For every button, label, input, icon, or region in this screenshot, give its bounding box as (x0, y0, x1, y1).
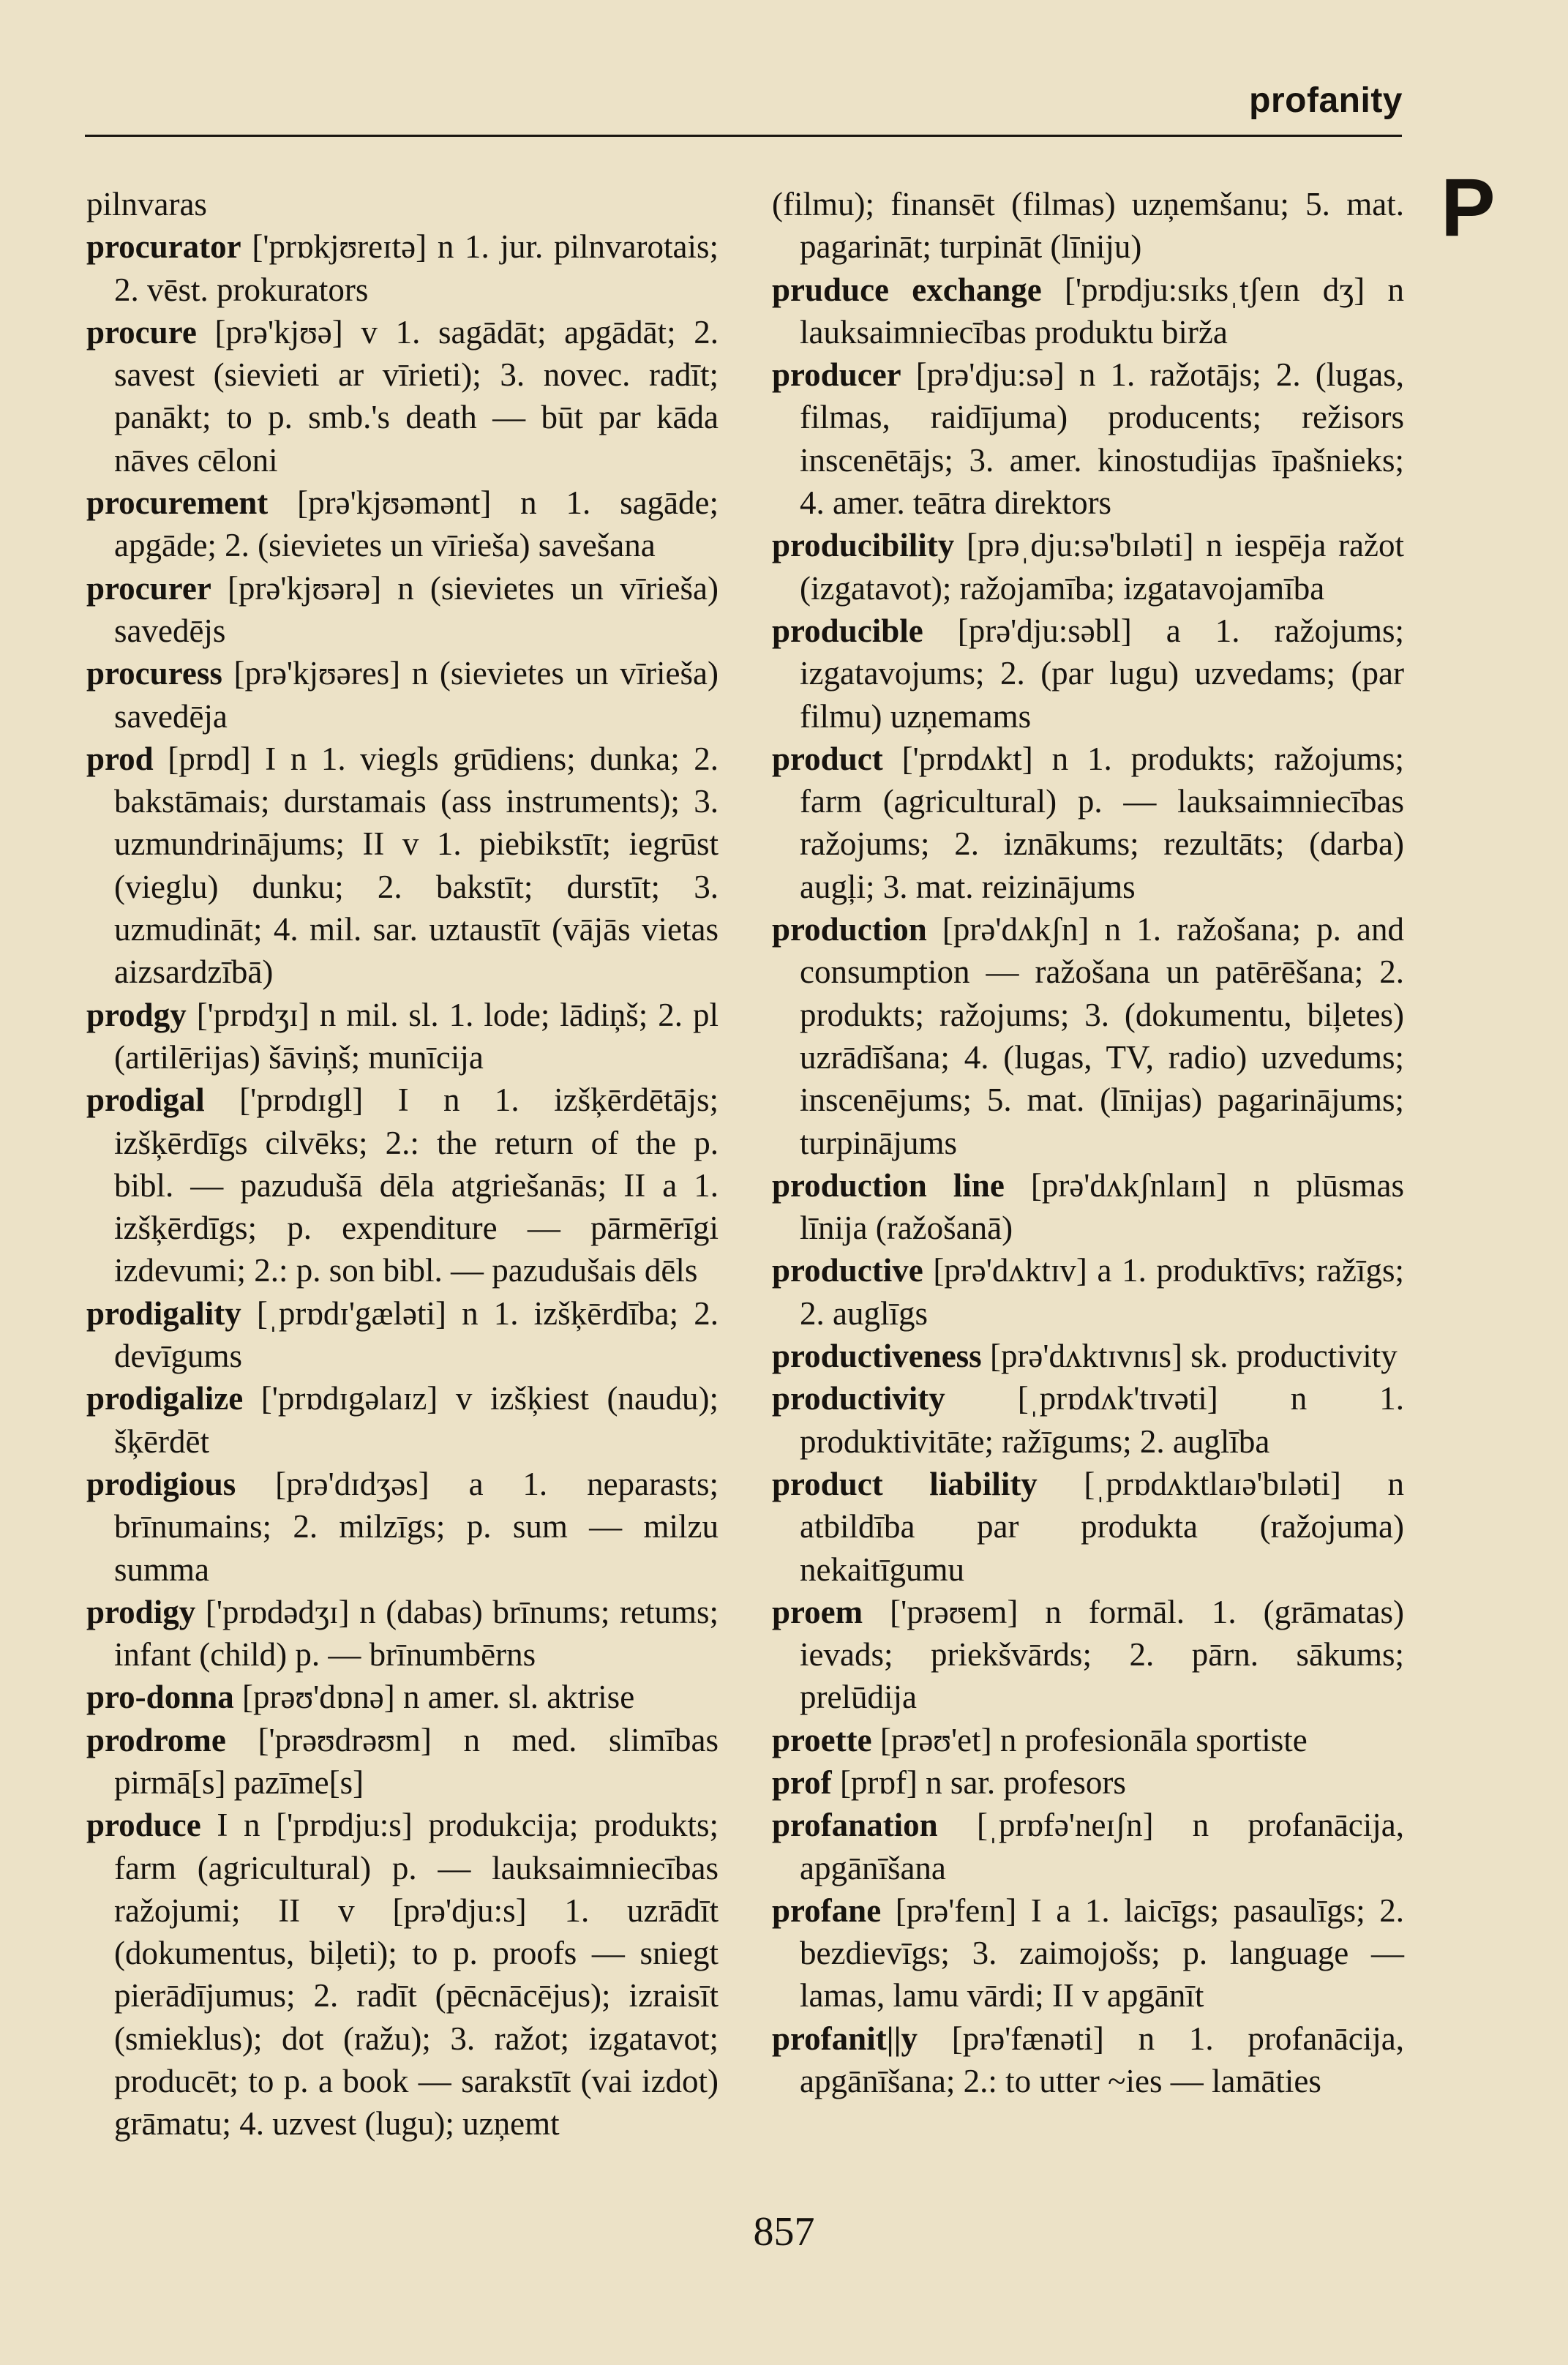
entry-headword: producibility (772, 527, 955, 564)
dictionary-entry (772, 1377, 1404, 1463)
dictionary-entry (86, 311, 719, 481)
entry-text: [prə'kjʊərə] n (sievietes un vīrieša) savedējs (114, 569, 719, 649)
entry-headword: procurer (86, 569, 211, 607)
entry-text: [prəʊ'dɒnə] n amer. sl. aktrise (242, 1679, 635, 1716)
entry-text: ['prɒdʒɪ] n mil. sl. 1. lode; lādiņš; 2. pl (artilērijas) šāviņš; munīcija (114, 996, 719, 1076)
entry-text: [prə'kjʊəmənt] n 1. sagāde; apgāde; 2. (sievietes un vīrieša) savešana (114, 484, 719, 564)
left-column (86, 183, 719, 2145)
entry-text: [prə'dʌkʃn] n 1. ražošana; p. and consumption — ražošana un patērēšana; 2. produkts; ražojums; 3. (dokumentu, biļetes) uzrādīšana; 4. (lugas, TV, radio) uzvedums; inscenējums; 5. mat. (līnijas) pagarinājums; turpinājums (800, 911, 1405, 1161)
entry-headword: pruduce exchange (772, 271, 1042, 308)
entry-headword: prodigy (86, 1593, 196, 1630)
entry-text: ['prɒdʌkt] n 1. produkts; ražojums; farm (agricultural) p. — lauksaimniecības ražojums; 2. iznākums; rezultāts; (darba) augļi; 3. mat. reizinājums (800, 740, 1404, 905)
entry-text: [prə'dɪdʒəs] a 1. neparasts; brīnumains; 2. milzīgs; p. sum — milzu summa (114, 1465, 719, 1588)
dictionary-entry (86, 481, 719, 567)
running-head: profanity (1249, 81, 1403, 120)
entry-headword: prodigalize (86, 1380, 244, 1417)
entry-text: [prɒd] I n 1. viegls grūdiens; dunka; 2. bakstāmais; durstamais (ass instruments); 3. uzmundrinājums; II v 1. piebikstīt; iegrūst (vieglu) dunku; 2. bakstīt; durstīt; 3. uzmudināt; 4. mil. sar. uztaustīt (vājās vietas aizsardzībā) (114, 740, 719, 991)
dictionary-entry (772, 908, 1404, 1164)
entry-text: pilnvaras (86, 186, 207, 222)
entry-text: [prəʊ'et] n profesionāla sportiste (879, 1721, 1308, 1758)
dictionary-entry (86, 994, 719, 1079)
entry-text: [prɒf] n sar. profesors (839, 1764, 1126, 1801)
entry-text: [prə'kjʊəres] n (sievietes un vīrieša) savedēja (114, 655, 719, 735)
entry-text: [prə'dʌktɪvnɪs] sk. productivity (989, 1338, 1398, 1375)
entry-headword: producible (772, 612, 923, 649)
entry-text: [prə'feɪn] I a 1. laicīgs; pasaulīgs; 2. bezdievīgs; 3. zaimojošs; p. language — lamas, lamu vārdi; II v apgānīt (800, 1892, 1405, 2014)
dictionary-entry (86, 1719, 719, 1804)
entry-headword: produce (86, 1807, 201, 1844)
dictionary-entry (86, 1463, 719, 1591)
dictionary-entry (772, 269, 1404, 354)
dictionary-entry (772, 183, 1404, 269)
dictionary-entry (86, 1676, 719, 1718)
dictionary-entry (86, 1804, 719, 2145)
dictionary-entry (772, 1889, 1404, 2017)
dictionary-entry (772, 738, 1404, 908)
entry-headword: prodigious (86, 1465, 236, 1502)
entry-text: [prə'dju:sə] n 1. ražotājs; 2. (lugas, filmas, raidījuma) producents; režisors inscenētājs; 3. amer. kinostudijas īpašnieks; 4. amer. teātra direktors (800, 356, 1404, 522)
entry-text: [ˌprɒdʌk'tɪvəti] n 1. produktivitāte; ražīgums; 2. auglība (800, 1380, 1404, 1460)
dictionary-entry (772, 2017, 1404, 2103)
dictionary-entry (86, 738, 719, 994)
dictionary-entry (86, 567, 719, 653)
entry-headword: prof (772, 1764, 832, 1801)
entry-headword: production line (772, 1166, 1005, 1204)
dictionary-entry (86, 1079, 719, 1292)
entry-headword: prodrome (86, 1721, 226, 1758)
entry-text: (filmu); finansēt (filmas) uzņemšanu; 5. mat. pagarināt; turpināt (līniju) (772, 186, 1404, 266)
entry-headword: procurator (86, 228, 241, 266)
dictionary-entry (772, 610, 1404, 738)
entry-text: ['prɒdɪgl] I n 1. izšķērdētājs; izšķērdīgs cilvēks; 2.: the return of the p. bibl. — pazudušā dēla atgriešanās; II a 1. izšķērdīgs; p. expenditure — pārmērīgi izdevumi; 2.: p. son bibl. — pazudušais dēls (114, 1082, 719, 1289)
entry-headword: proem (772, 1593, 863, 1630)
entry-headword: prodigality (86, 1294, 241, 1332)
entry-headword: producer (772, 356, 901, 394)
entry-headword: product (772, 740, 883, 777)
entry-text: [ˌprɒdɪ'gæləti] n 1. izšķērdība; 2. devīgums (114, 1294, 719, 1375)
entry-text: [prə'dʌkʃnlaɪn] n plūsmas līnija (ražošanā) (800, 1166, 1404, 1247)
entry-text: I n ['prɒdju:s] produkcija; produkts; farm (agricultural) p. — lauksaimniecības ražojumi; II v [prə'dju:s] 1. uzrādīt (dokumentus, biļeti); to p. proofs — sniegt pierādījumus; 2. radīt (pēcnācējus); izraisīt (smieklus); dot (ražu); 3. ražot; izgatavot; producēt; to p. a book — sarakstīt (vai izdot) grāmatu; 4. uzvest (lugu); uzņemt (114, 1807, 719, 2143)
dictionary-entry (772, 1463, 1404, 1591)
entry-headword: productiveness (772, 1338, 982, 1375)
entry-headword: prod (86, 740, 154, 777)
dictionary-entry (772, 1164, 1404, 1250)
entry-text: [prə'kjʊə] v 1. sagādāt; apgādāt; 2. savest (sievieti ar vīrieti); 3. novec. radīt; panākt; to p. smb.'s death — būt par kāda nāves cēloni (114, 313, 719, 479)
entry-text: [prəˌdju:sə'bɪləti] n iespēja ražot (izgatavot); ražojamība; izgatavojamība (800, 527, 1404, 607)
entry-text: [prə'dju:səbl] a 1. ražojums; izgatavojums; 2. (par lugu) uzvedams; (par filmu) uzņemams (800, 612, 1404, 735)
dictionary-entry (772, 353, 1404, 524)
dictionary-entry (772, 1249, 1404, 1335)
entry-headword: procuress (86, 655, 222, 692)
entry-text: ['prɒkjʊreɪtə] n 1. jur. pilnvarotais; 2. vēst. prokurators (114, 228, 719, 308)
entry-headword: profanit||y (772, 2020, 918, 2057)
entry-headword: production (772, 911, 927, 948)
entry-text: ['prəʊem] n formāl. 1. (grāmatas) ievads; priekšvārds; 2. pārn. sākums; prelūdija (800, 1593, 1405, 1716)
dictionary-entry (86, 1292, 719, 1378)
dictionary-entry (772, 1591, 1404, 1719)
entry-text: ['prɒdədʒɪ] n (dabas) brīnums; retums; infant (child) p. — brīnumbērns (114, 1593, 719, 1674)
entry-text: ['prəʊdrəʊm] n med. slimības pirmā[s] pazīme[s] (114, 1721, 719, 1801)
entry-text: [prə'fænəti] n 1. profanācija, apgānīšana; 2.: to utter ~ies — lamāties (800, 2020, 1405, 2100)
dictionary-entry (86, 652, 719, 738)
entry-text: [ˌprɒfə'neɪʃn] n profanācija, apgānīšana (800, 1807, 1404, 1886)
header-rule (85, 135, 1402, 137)
entry-headword: pro-donna (86, 1679, 234, 1716)
dictionary-entry (86, 1377, 719, 1463)
dictionary-entry (772, 1761, 1404, 1804)
entry-text: ['prɒdɪgəlaɪz] v izšķiest (naudu); šķērdēt (114, 1380, 719, 1460)
thumb-index-letter: P (1441, 162, 1496, 253)
entry-headword: productive (772, 1252, 923, 1289)
entry-headword: profane (772, 1892, 882, 1929)
dictionary-entry (772, 1719, 1404, 1761)
entry-text: [ˌprɒdʌktlaɪə'bɪləti] n atbildība par produkta (ražojuma) nekaitīgumu (800, 1465, 1404, 1588)
entry-text: [prə'dʌktɪv] a 1. produktīvs; ražīgs; 2. auglīgs (800, 1252, 1405, 1332)
entry-headword: prodgy (86, 996, 187, 1033)
dictionary-entry (86, 225, 719, 311)
entry-headword: prodigal (86, 1082, 205, 1119)
entry-headword: profanation (772, 1807, 938, 1844)
page-number: 857 (753, 2209, 815, 2255)
dictionary-entry (772, 1335, 1404, 1377)
dictionary-entry (86, 183, 719, 225)
entry-headword: procurement (86, 484, 269, 522)
entry-headword: product liability (772, 1465, 1038, 1502)
dictionary-entry (86, 1591, 719, 1676)
entry-headword: proette (772, 1721, 872, 1758)
entry-headword: productivity (772, 1380, 945, 1417)
dictionary-entry (772, 524, 1404, 610)
dictionary-entry (772, 1804, 1404, 1889)
entry-text: ['prɒdju:sɪksˌtʃeɪn dʒ] n lauksaimniecības produktu birža (800, 271, 1404, 351)
right-column (772, 183, 1404, 2102)
entry-headword: procure (86, 313, 197, 351)
